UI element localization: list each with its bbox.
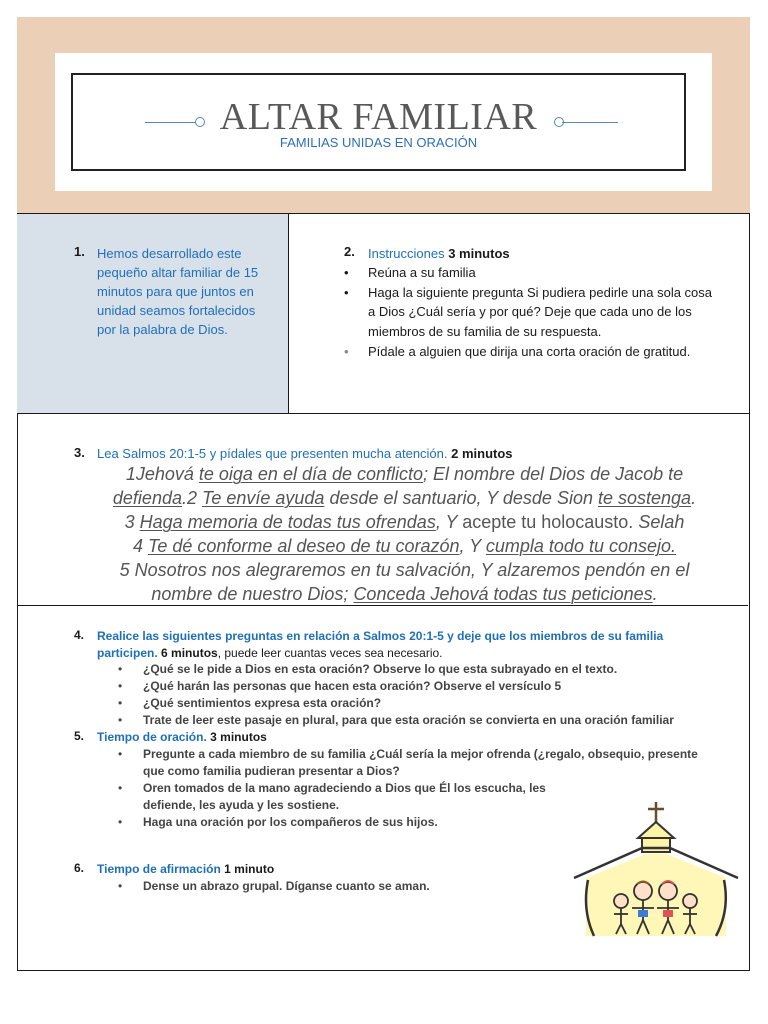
section-2-title: Instrucciones <box>368 246 445 261</box>
section-3-number: 3. <box>74 445 85 460</box>
section-divider <box>17 605 748 606</box>
section-6-duration: 1 minuto <box>224 862 275 876</box>
section-4-title: Realice las siguientes preguntas en relación a Salmos 20:1-5 y deje que los miembros de su familia participen. <box>97 629 664 660</box>
list-item: • Haga la siguiente pregunta Si pudiera pedirle una sola cosa a Dios ¿Cuál sería y por qué? Deje que cada uno de los miembros de su familia de su respuesta. <box>344 284 713 339</box>
section-5-heading <box>97 729 267 746</box>
title-box <box>71 73 686 171</box>
list-item: • Pregunte a cada miembro de su familia ¿Cuál sería la mejor ofrenda (¿regalo, obsequio, presente que como familia pudieran presentar a Dios? <box>118 747 698 778</box>
list-item: • Haga una oración por los compañeros de sus hijos. <box>118 815 438 829</box>
section-6-number: 6. <box>74 861 85 875</box>
list-item: • ¿Qué sentimientos expresa esta oración? <box>118 696 382 710</box>
section-4-note: , puede leer cuantas veces sea necesario. <box>217 646 443 660</box>
section-3-heading <box>97 445 513 463</box>
section-4-duration: 6 minutos <box>161 646 218 660</box>
section-2-number: 2. <box>344 244 355 259</box>
section-5-number: 5. <box>74 729 85 743</box>
bullet-icon: • <box>118 696 123 710</box>
list-item: • Dense un abrazo grupal. Díganse cuanto se aman. <box>118 879 430 893</box>
section-5-title: Tiempo de oración. <box>97 730 207 744</box>
section-2-duration: 3 minutos <box>448 246 510 261</box>
church-family-illustration <box>566 798 744 940</box>
list-item: • ¿Qué se le pide a Dios en esta oración? Observe lo que esta subrayado en el texto. <box>118 662 618 676</box>
psalm-text: 1Jehová te oiga en el día de conflicto; El nombre del Dios de Jacob te defienda.2 Te envíe ayuda desde el santuario, Y desde Sion te sostenga. 3 Haga memoria de todas tus ofrendas, Y acepte tu holocausto. Selah 4 Te dé conforme al deseo de tu corazón, Y cumpla todo tu consejo. 5 Nosotros nos alegraremos en tu salvación, Y alzaremos pendón en el nombre de nuestro Dios; Conceda Jehová todas tus peticiones. <box>112 464 697 604</box>
page-title: ALTAR FAMILIAR <box>219 96 538 138</box>
page-subtitle: FAMILIAS UNIDAS EN ORACIÓN <box>279 135 478 150</box>
list-item: • Trate de leer este pasaje en plural, para que esta oración se convierta en una oración familiar <box>118 713 674 727</box>
bullet-icon: • <box>118 879 123 893</box>
bullet-icon: • <box>344 265 349 280</box>
section-6-list <box>118 878 430 895</box>
section-4-list <box>118 661 708 729</box>
section-1-number: 1. <box>74 244 85 259</box>
list-item: • Reúna a su familia <box>344 263 716 283</box>
list-item: • ¿Qué harán las personas que hacen esta oración? Observe el versículo 5 <box>118 679 562 693</box>
bullet-icon: • <box>118 781 123 795</box>
bullet-icon: • <box>118 679 123 693</box>
section-3-duration: 2 minutos <box>451 446 513 461</box>
list-item: • Pídale a alguien que dirija una corta oración de gratitud. <box>344 342 716 362</box>
section-2-list <box>344 263 716 362</box>
bullet-icon: • <box>118 662 123 676</box>
section-6-title: Tiempo de afirmación <box>97 862 221 876</box>
section-3-title: Lea Salmos 20:1-5 y pídales que presenten mucha atención. <box>97 446 448 461</box>
bullet-icon: • <box>344 344 349 359</box>
section-6-heading <box>97 861 274 878</box>
bullet-icon: • <box>344 284 349 300</box>
list-item: • Oren tomados de la mano agradeciendo a Dios que Él los escucha, les defiende, les ayuda y les sostiene. <box>118 781 546 812</box>
section-4-heading <box>97 628 697 662</box>
section-2-heading <box>368 244 510 263</box>
bullet-icon: • <box>118 713 123 727</box>
section-1-text: Hemos desarrollado este pequeño altar familiar de 15 minutos para que juntos en unidad seamos fortalecidos por la palabra de Dios. <box>97 246 259 337</box>
title-deco-line-right <box>562 122 618 123</box>
section-4-number: 4. <box>74 628 85 642</box>
bullet-icon: • <box>118 747 123 761</box>
section-5-duration: 3 minutos <box>210 730 267 744</box>
bullet-icon: • <box>118 815 123 829</box>
